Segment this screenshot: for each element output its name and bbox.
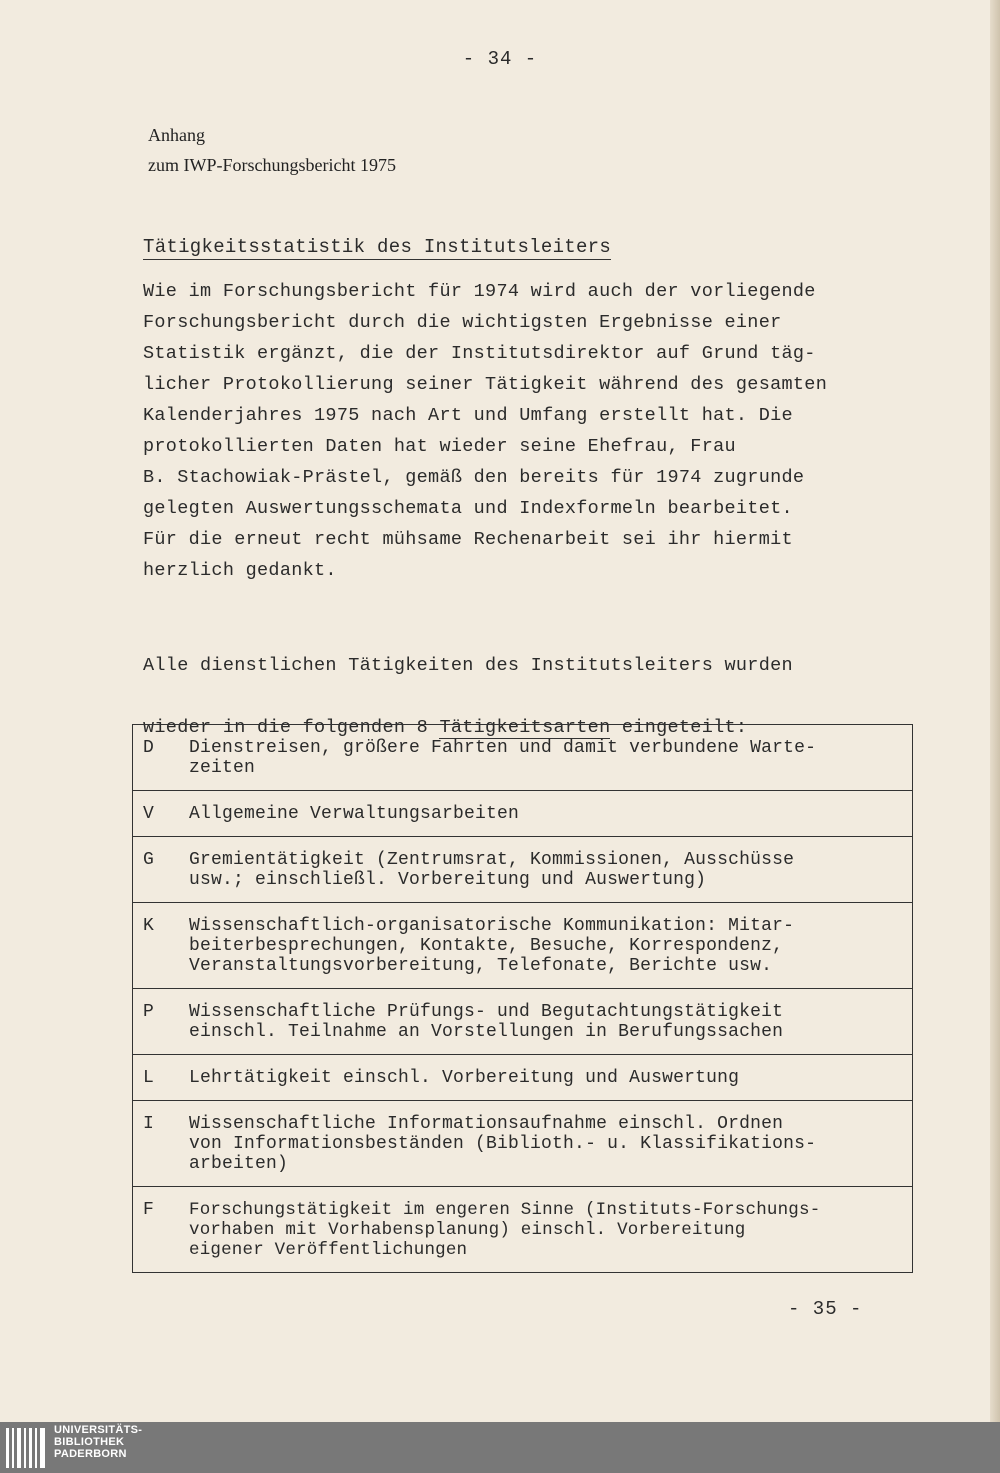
page-edge [990,0,1000,1422]
library-footer [0,1422,1000,1473]
appendix-stamp [148,120,396,180]
table-row [133,1187,913,1273]
category-code: G [133,837,190,903]
category-code: V [133,791,190,837]
category-description: Wissenschaftliche Prüfungs- und Begutachtungstätigkeit einschl. Teilnahme an Vorstellungen in Berufungssachen [189,989,913,1055]
category-description: Gremientätigkeit (Zentrumsrat, Kommissionen, Ausschüsse usw.; einschließl. Vorbereitung und Auswertung) [189,837,913,903]
page-number-top: - 34 - [462,48,538,70]
table-row [133,989,913,1055]
category-code: L [133,1055,190,1101]
categories-intro-text: wieder in die folgenden 8 [143,717,440,738]
activity-categories-table [132,724,913,1273]
category-description: Allgemeine Verwaltungsarbeiten [189,791,913,837]
category-code: P [133,989,190,1055]
section-heading: Tätigkeitsstatistik des Institutsleiters [143,236,612,258]
intro-paragraph: Wie im Forschungsbericht für 1974 wird auch der vorliegende Forschungsbericht durch die wichtigsten Ergebnisse einer Statistik ergänzt, die der Institutsdirektor auf Grund täg- licher Protokollierung seiner Tätigkeit während des gesamten Kalenderjahres 1975 nach Art und Umfang erstellt hat. Die protokollierten Daten hat wieder seine Ehefrau, Frau B. Stachowiak-Prästel, gemäß den bereits für 1974 zugrunde gelegten Auswertungsschemata und Indexformeln bearbeitet. Für die erneut recht mühsame Rechenarbeit sei ihr hiermit herzlich gedankt. [143,281,828,581]
categories-intro-line-1: Alle dienstlichen Tätigkeiten des Institutsleiters wurden [143,655,793,676]
table-row [133,1101,913,1187]
table-row [133,725,913,791]
table-row [133,903,913,989]
table-row [133,1055,913,1101]
category-code: D [133,725,190,791]
category-description: Wissenschaftlich-organisatorische Kommunikation: Mitar- beiterbesprechungen, Kontakte, Besuche, Korrespondenz, Veranstaltungsvorbereitung, Telefonate, Berichte usw. [189,903,913,989]
categories-intro-underlined: Tätigkeitsarten [439,717,611,738]
library-logo-icon [4,1428,48,1468]
category-description: Dienstreisen, größere Fahrten und damit verbundene Warte- zeiten [189,725,913,791]
table-row [133,837,913,903]
table-row [133,791,913,837]
categories-intro-suffix: eingeteilt: [610,717,748,738]
category-description: Forschungstätigkeit im engeren Sinne (Instituts-Forschungs- vorhaben mit Vorhabensplanung) einschl. Vorbereitung eigener Veröffentlichungen [189,1187,913,1273]
category-description: Lehrtätigkeit einschl. Vorbereitung und Auswertung [189,1055,913,1101]
category-description: Wissenschaftliche Informationsaufnahme einschl. Ordnen von Informationsbeständen (Biblioth.- u. Klassifikations- arbeiten) [189,1101,913,1187]
page-number-bottom: - 35 - [788,1298,863,1320]
category-code: F [133,1187,190,1273]
appendix-line-2: zum IWP-Forschungsbericht 1975 [148,155,396,175]
category-code: I [133,1101,190,1187]
category-code: K [133,903,190,989]
library-name: UNIVERSITÄTS- BIBLIOTHEK PADERBORN [54,1424,143,1460]
appendix-line-1: Anhang [148,125,205,145]
